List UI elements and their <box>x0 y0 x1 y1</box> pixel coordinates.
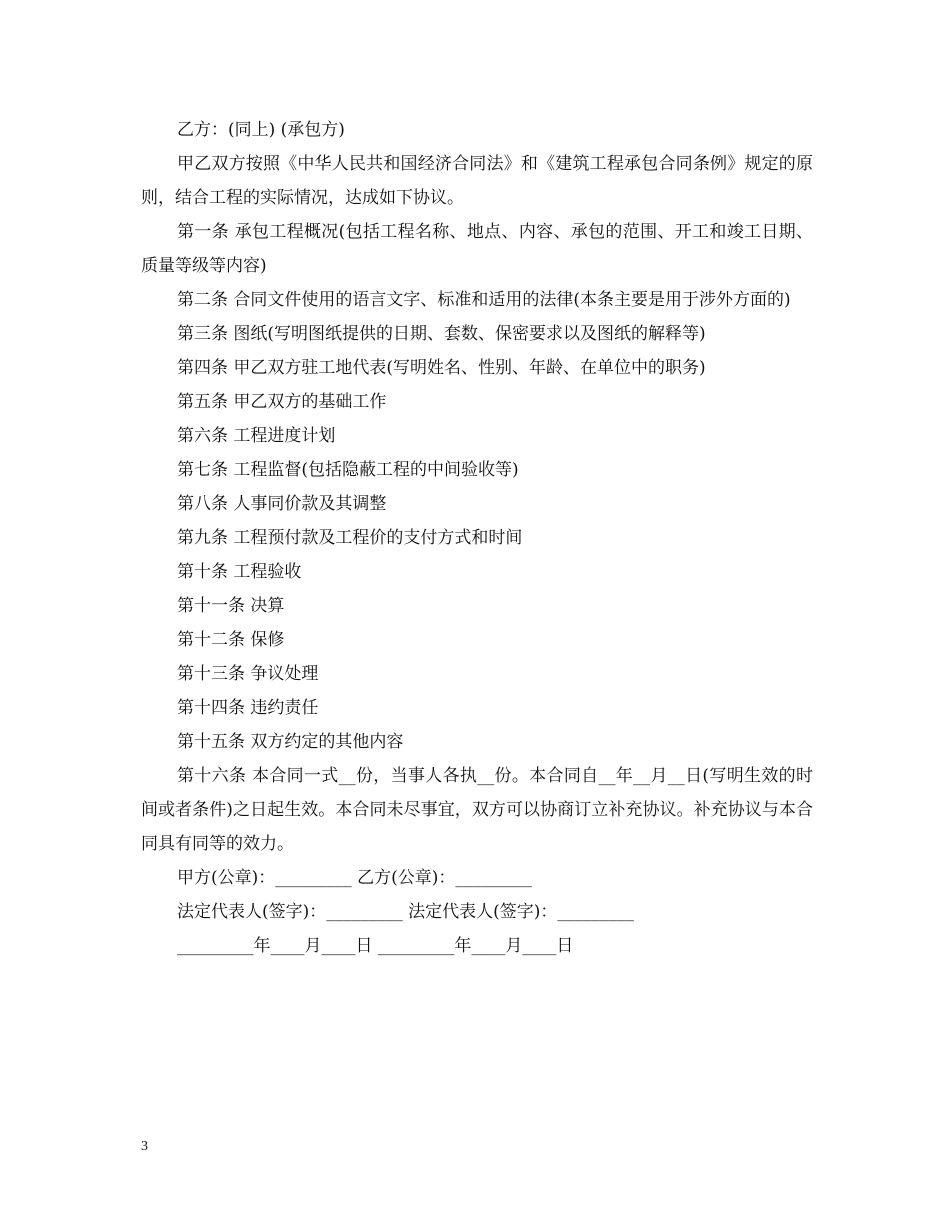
article-9: 第九条 工程预付款及工程价的支付方式和时间 <box>177 528 523 548</box>
article-6: 第六条 工程进度计划 <box>177 426 336 446</box>
article-5: 第五条 甲乙双方的基础工作 <box>177 392 387 412</box>
article-14: 第十四条 违约责任 <box>177 698 319 718</box>
article-15: 第十五条 双方约定的其他内容 <box>177 732 404 752</box>
article-2: 第二条 合同文件使用的语言文字、标准和适用的法律(本条主要是用于涉外方面的) <box>177 290 791 310</box>
article-4: 第四条 甲乙双方驻工地代表(写明姓名、性别、年龄、在单位中的职务) <box>177 358 706 378</box>
party-b-line: 乙方：(同上) (承包方) <box>177 120 345 140</box>
seal-line: 甲方(公章)：_________ 乙方(公章)：_________ <box>177 868 532 888</box>
article-7: 第七条 工程监督(包括隐蔽工程的中间验收等) <box>177 460 519 480</box>
agreement-preamble: 甲乙双方按照《中华人民共和国经济合同法》和《建筑工程承包合同条例》规定的原则，结合工程的实际情况，达成如下协议。 <box>141 154 813 208</box>
article-1: 第一条 承包工程概况(包括工程名称、地点、内容、承包的范围、开工和竣工日期、质量等级等内容) <box>141 222 813 276</box>
article-10: 第十条 工程验收 <box>177 562 302 582</box>
article-3: 第三条 图纸(写明图纸提供的日期、套数、保密要求以及图纸的解释等) <box>177 324 706 344</box>
article-8: 第八条 人事同价款及其调整 <box>177 494 387 514</box>
article-13: 第十三条 争议处理 <box>177 664 319 684</box>
article-16: 第十六条 本合同一式__份，当事人各执__份。本合同自__年__月__日(写明生效的时间或者条件)之日起生效。本合同未尽事宜，双方可以协商订立补充协议。补充协议与本合同具有同等的效力。 <box>141 766 813 854</box>
document-body <box>141 113 813 963</box>
date-line: _________年____月____日 _________年____月____日 <box>177 936 574 956</box>
article-12: 第十二条 保修 <box>177 630 285 650</box>
article-11: 第十一条 决算 <box>177 596 285 616</box>
page-number: 3 <box>141 1139 148 1154</box>
signature-line: 法定代表人(签字)：_________ 法定代表人(签字)：_________ <box>177 902 634 922</box>
